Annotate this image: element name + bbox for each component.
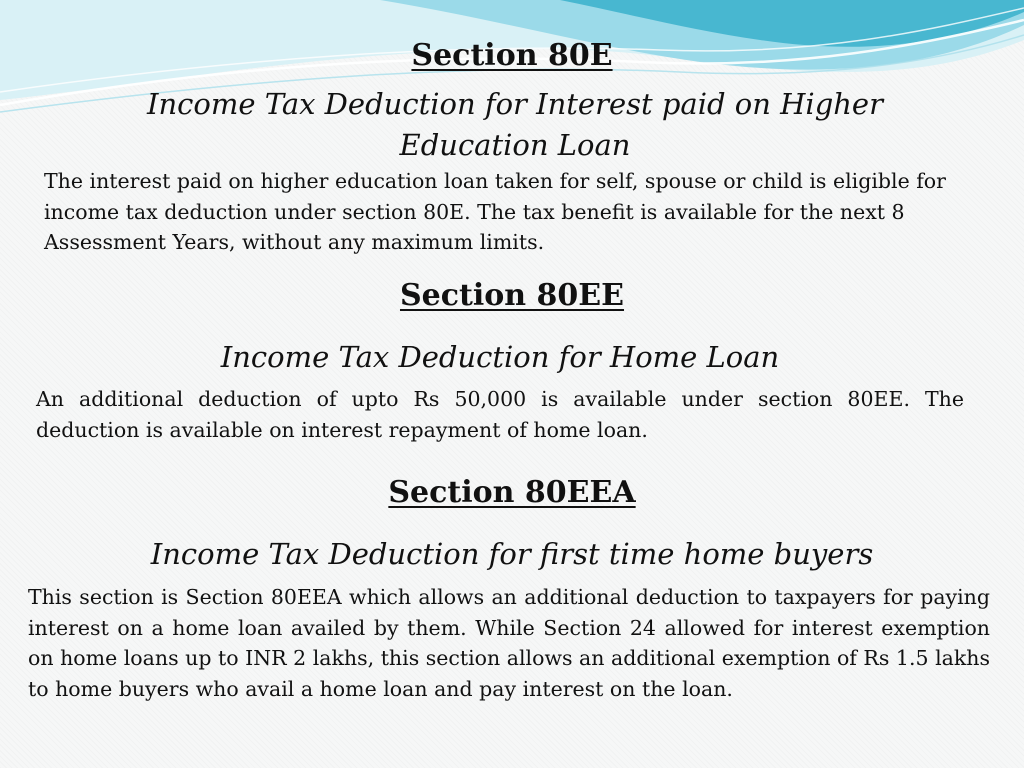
section-80eea-heading: Section 80EEA <box>388 475 636 510</box>
section-80e-body: The interest paid on higher education loan taken for self, spouse or child is eligible for income tax deduction under section 80E. The tax benefit is available for the next 8 Assessment Years, without any maximum limits. <box>44 169 946 254</box>
section-80e-subheading: Income Tax Deduction for Interest paid on Higher Education Loan <box>147 87 883 162</box>
section-80eea-body: This section is Section 80EEA which allows an additional deduction to taxpayers for paying interest on a home loan availed by them. While Section 24 allowed for interest exemption on home loans up to INR 2 lakhs, this section allows an additional exemption of Rs 1.5 lakhs to home buyers who avail a home loan and pay interest on the loan. <box>28 585 990 701</box>
section-80eea-subheading: Income Tax Deduction for first time home buyers <box>150 537 874 571</box>
section-80ee-subheading: Income Tax Deduction for Home Loan <box>220 340 780 374</box>
section-80ee-heading: Section 80EE <box>399 278 625 313</box>
section-80e-heading: Section 80E <box>411 38 613 73</box>
section-80ee-body: An additional deduction of upto Rs 50,000 is available under section 80EE. The deduction is available on interest repayment of home loan. <box>36 387 964 442</box>
